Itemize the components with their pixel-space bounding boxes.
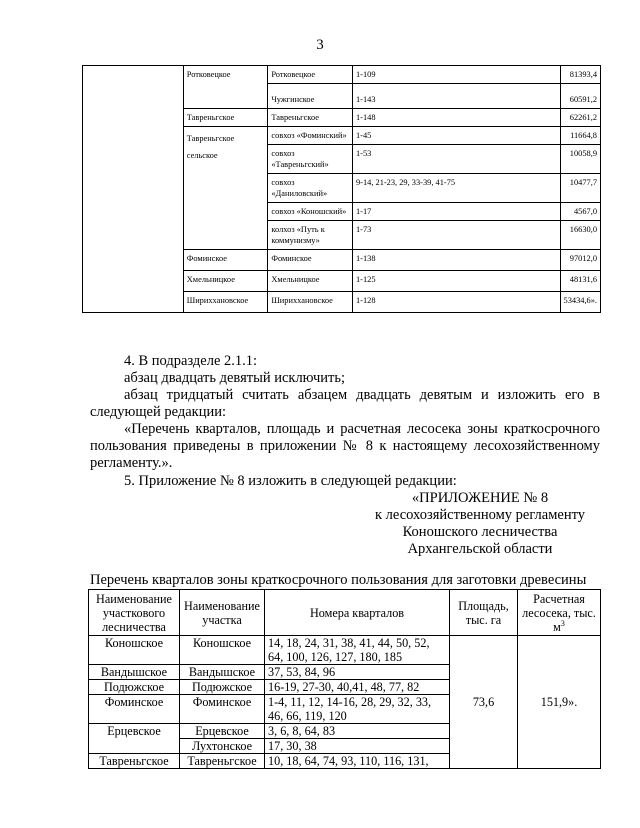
forestry-cell: Вандышское bbox=[89, 665, 180, 680]
section-cell: Подюжское bbox=[180, 680, 265, 695]
quarters-cell: 1-138 bbox=[352, 250, 560, 271]
section-cell: Коношское bbox=[180, 636, 265, 665]
subsection-cell: совхоз «Даниловский» bbox=[268, 174, 353, 203]
quarters-cell: 14, 18, 24, 31, 38, 41, 44, 50, 52, 64, 100, 126, 127, 180, 185 bbox=[265, 636, 450, 665]
area-cell: 62261,2 bbox=[560, 109, 601, 127]
quarters-cell: 1-45 bbox=[352, 127, 560, 145]
subsection-cell: Ротковецкое bbox=[268, 66, 353, 84]
quarters-cell: 1-73 bbox=[352, 221, 560, 250]
appendix-line: к лесохозяйственному регламенту bbox=[375, 507, 585, 523]
section-cell: Вандышское bbox=[180, 665, 265, 680]
subsection-cell: Шириххановское bbox=[268, 292, 353, 313]
section-label: Тавреньгское сельское bbox=[186, 134, 235, 160]
section-cell bbox=[183, 127, 268, 250]
section-cell: Фоминское bbox=[183, 250, 268, 271]
table-row bbox=[83, 66, 601, 84]
quarters-cell: 1-125 bbox=[352, 271, 560, 292]
table-header-row bbox=[89, 590, 601, 636]
area-cell: 11664,8 bbox=[560, 127, 601, 145]
quarters-cell: 1-128 bbox=[352, 292, 560, 313]
section-cell: Ротковецкое bbox=[183, 66, 268, 109]
subsection-cell: Чужгинское bbox=[268, 84, 353, 109]
quarters-cell: 1-148 bbox=[352, 109, 560, 127]
paragraph-renumber: абзац тридцатый считать абзацем двадцать девятым и изложить его в следующей редакции: bbox=[90, 387, 600, 420]
quarters-cell: 1-53 bbox=[352, 145, 560, 174]
section-cell: Тавреньгское bbox=[180, 754, 265, 769]
quarters-cell: 10, 18, 64, 74, 93, 110, 116, 131, bbox=[265, 754, 450, 769]
paragraph-quote: «Перечень кварталов, площадь и расчетная лесосека зоны краткосрочного пользования приведены в приложении № 8 к настоящему лесохозяйственному регламенту.». bbox=[90, 421, 600, 471]
area-total-cell: 73,6 bbox=[450, 636, 518, 769]
forestry-cell: Фоминское bbox=[89, 695, 180, 724]
appendix-line: Архангельской области bbox=[407, 541, 553, 557]
subsection-cell: Хмельницкое bbox=[268, 271, 353, 292]
page-number: 3 bbox=[316, 37, 324, 53]
forestry-cell: Подюжское bbox=[89, 680, 180, 695]
appendix-title: «ПРИЛОЖЕНИЕ № 8 bbox=[411, 490, 549, 506]
subsection-cell: совхоз «Коношский» bbox=[268, 203, 353, 221]
quarters-cell: 3, 6, 8, 64, 83 bbox=[265, 724, 450, 739]
forestry-cell: Коношское bbox=[89, 636, 180, 665]
header-cut-label: Расчетная лесосека, тыс. м bbox=[522, 591, 596, 634]
table-caption: Перечень кварталов зоны краткосрочного пользования для заготовки древесины bbox=[90, 572, 587, 588]
forestry-cell: Ерцевское bbox=[89, 724, 180, 754]
header-section: Наименование участка bbox=[180, 590, 265, 636]
table-row bbox=[89, 636, 601, 665]
section-cell: Лухтонское bbox=[180, 739, 265, 754]
forest-sections-table bbox=[82, 65, 601, 313]
header-quarters: Номера кварталов bbox=[265, 590, 450, 636]
quarters-cell: 1-143 bbox=[352, 84, 560, 109]
area-cell: 97012,0 bbox=[560, 250, 601, 271]
forestry-cell: Тавреньгское bbox=[89, 754, 180, 769]
paragraph-exclude: абзац двадцать девятый исключить; bbox=[124, 370, 345, 386]
section-cell: Шириххановское bbox=[183, 292, 268, 313]
area-cell: 48131,6 bbox=[560, 271, 601, 292]
section-cell: Ерцевское bbox=[180, 724, 265, 739]
quarters-cell: 1-17 bbox=[352, 203, 560, 221]
area-cell: 16630,0 bbox=[560, 221, 601, 250]
area-cell: 10058,9 bbox=[560, 145, 601, 174]
header-area: Площадь, тыс. га bbox=[450, 590, 518, 636]
subsection-cell: Тавреньгское bbox=[268, 109, 353, 127]
area-cell: 10477,7 bbox=[560, 174, 601, 203]
subsection-cell: совхоз «Тавреньгский» bbox=[268, 145, 353, 174]
quarters-cell: 17, 30, 38 bbox=[265, 739, 450, 754]
header-forestry: Наименование участкового лесничества bbox=[89, 590, 180, 636]
section-cell: Тавреньгское bbox=[183, 109, 268, 127]
area-cell: 4567,0 bbox=[560, 203, 601, 221]
quarters-cell: 16-19, 27-30, 40,41, 48, 77, 82 bbox=[265, 680, 450, 695]
cut-total-cell: 151,9». bbox=[518, 636, 601, 769]
area-cell: 53434,6». bbox=[560, 292, 601, 313]
header-cut bbox=[518, 590, 601, 636]
subsection-cell: Фоминское bbox=[268, 250, 353, 271]
forestry-cell bbox=[83, 66, 184, 313]
area-cell: 60591,2 bbox=[560, 84, 601, 109]
quarters-cell: 1-4, 11, 12, 14-16, 28, 29, 32, 33, 46, 66, 119, 120 bbox=[265, 695, 450, 724]
header-cut-sup: 3 bbox=[560, 618, 565, 628]
area-cell: 81393,4 bbox=[560, 66, 601, 84]
quarters-cell: 9-14, 21-23, 29, 33-39, 41-75 bbox=[352, 174, 560, 203]
subsection-cell: совхоз «Фоминский» bbox=[268, 127, 353, 145]
short-term-zone-table bbox=[88, 589, 601, 769]
section-cell: Хмельницкое bbox=[183, 271, 268, 292]
appendix-line: Коношского лесничества bbox=[402, 524, 558, 540]
subsection-cell: колхоз «Путь к коммунизму» bbox=[268, 221, 353, 250]
quarters-cell: 1-109 bbox=[352, 66, 560, 84]
paragraph-item-4: 4. В подразделе 2.1.1: bbox=[124, 353, 258, 369]
section-cell: Фоминское bbox=[180, 695, 265, 724]
quarters-cell: 37, 53, 84, 96 bbox=[265, 665, 450, 680]
paragraph-item-5: 5. Приложение № 8 изложить в следующей редакции: bbox=[124, 473, 457, 489]
